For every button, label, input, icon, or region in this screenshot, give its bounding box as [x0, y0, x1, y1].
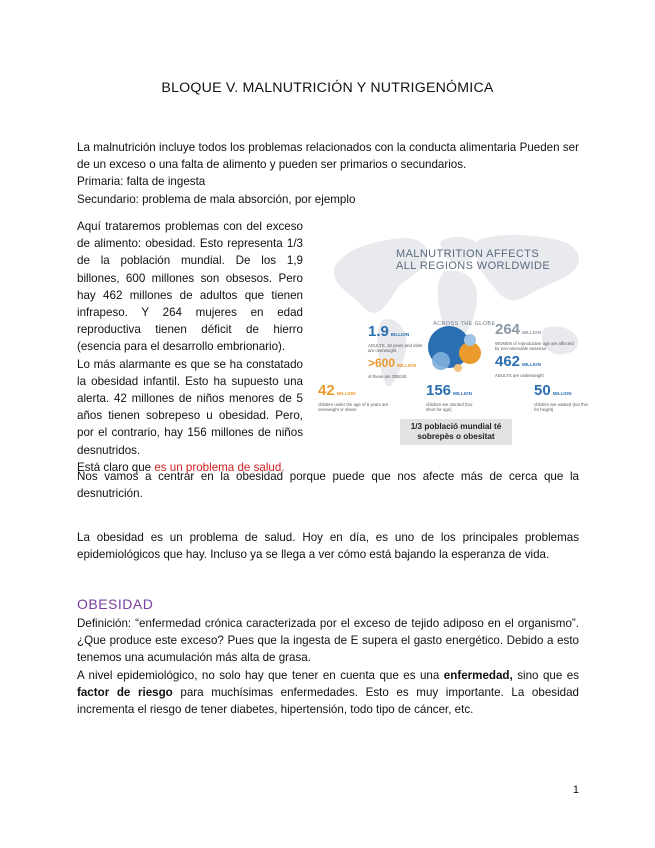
- obesidad-section: [77, 615, 579, 718]
- anaemia-bubble: [432, 352, 450, 370]
- stat-wasted-children: 50 MILLION children are wasted (too thin for height): [534, 382, 588, 413]
- bold-enfermedad: enfermedad,: [443, 668, 513, 682]
- secondary-definition: Secundario: problema de mala absorción, por ejemplo: [77, 192, 356, 206]
- primary-definition: Primaria: falta de ingesta: [77, 175, 206, 189]
- highlighted-text: es un problema de salud.: [154, 460, 285, 474]
- stat-overweight-adults: 1.9 BILLION ADULTS, 18 years and older, are overweight: [368, 323, 424, 354]
- focus-paragraph: Nos vamos a centrar en la obesidad porque puede que nos afecte más de cerca que la desnutrición.: [77, 470, 579, 501]
- epidemiology-paragraph: A nivel epidemiológico, no solo hay que tener en cuenta que es una enfermedad, sino que es factor de riesgo para muchísimas enfermedades. Esto es muy importante. La obesidad incrementa el riesgo de tener diabetes, hipertensión, todo tipo de cáncer, etc.: [77, 668, 579, 717]
- intro-section: [77, 139, 579, 208]
- health-paragraph: La obesidad es un problema de salud. Hoy en día, es uno de los principales problemas epidemiológicos que hay. Incluso ya se llega a ver cómo está bajando la esperanza de vida.: [77, 531, 579, 562]
- malnutrition-infographic: [312, 216, 592, 462]
- stat-obese-adults: >600 MILLION of these are OBESE: [368, 356, 416, 380]
- intro-paragraph: La malnutrición incluye todos los problemas relacionados con la conducta alimentaria Pueden ser de un exceso o una falta de alimento y pueden ser primarios o secundarios.: [77, 141, 579, 172]
- health-section: [77, 529, 579, 563]
- stat-overweight-children: 42 MILLION children under the age of 5 years are overweight or obese: [318, 382, 389, 413]
- infographic-caption: 1/3 població mundial té sobrepès o obesitat: [400, 419, 512, 445]
- obesity-stats-paragraph: Aquí trataremos problemas con del exceso de alimento: obesidad. Esto representa 1/3 de la población mundial. De los 1,9 billones, 600 millones son obsesos. Pero hay 462 millones de adultos que tienen infrapeso. Y 264 mujeres en edad reproductiva tienen déficit de hierro (esencia para el desarrollo embrionario).: [77, 220, 303, 354]
- stat-anaemia-women: 264 MILLION WOMEN of reproductive age are affected by iron-amenable anaemia: [495, 321, 574, 352]
- infographic-title: MALNUTRITION AFFECTS ALL REGIONS WORLDWIDE: [396, 248, 551, 272]
- page-number: 1: [572, 784, 579, 796]
- page-title: BLOQUE V. MALNUTRICIÓN Y NUTRIGENÓMICA: [161, 80, 494, 96]
- health-problem-line: Está claro que es un problema de salud.: [77, 460, 285, 474]
- left-column-text: [77, 218, 303, 476]
- definition-paragraph: Definición: “enfermedad crónica caracterizada por el exceso de tejido adiposo en el organismo”. ¿Que produce este exceso? Pues que la ingesta de E supera el gasto energético. Debido a esto tenemos una acumulación más alta de grasa.: [77, 617, 579, 665]
- across-label: ACROSS THE GLOBE: [433, 321, 496, 327]
- focus-section: [77, 468, 579, 502]
- underweight-bubble: [464, 334, 476, 346]
- stat-underweight-adults: 462 MILLION ADULTS are underweight: [495, 353, 544, 379]
- children-bubble: [454, 364, 462, 372]
- section-heading-obesidad: OBESIDAD: [77, 596, 154, 612]
- bold-factor-de-riesgo: factor de riesgo: [77, 685, 173, 699]
- child-obesity-paragraph: Lo más alarmante es que se ha constatado la obesidad infantil. Esto ha supuesto una alerta. 42 millones de niños menores de 5 años tienen sobrepeso u obesidad. Pero, por el contrario, hay 156 millones de niños desnutridos.: [77, 357, 303, 457]
- stat-stunted-children: 156 MILLION children are stunted (too short for age): [426, 382, 473, 413]
